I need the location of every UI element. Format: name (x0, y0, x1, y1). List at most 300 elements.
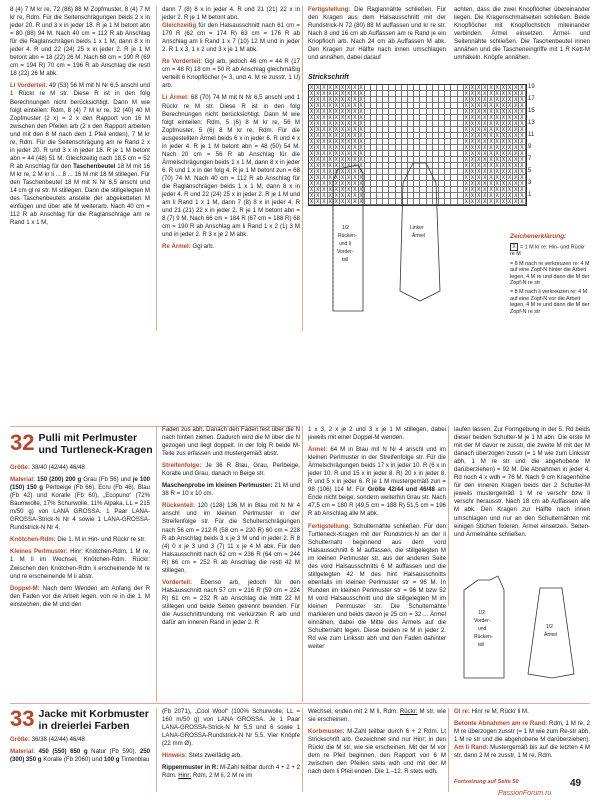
heading: Li Vorderteil: (10, 82, 48, 90)
chart-row-number: 9 (528, 144, 532, 150)
text: Nach dem Wenden am Anfang der R den Faden vor die Arbeit legen, von re in die 1. M einstechen, die M und den (10, 584, 150, 608)
chart-cell: X (483, 103, 487, 109)
chart-cell: X (489, 85, 493, 91)
chart-cell: X (495, 157, 499, 163)
chart-cell: X (316, 121, 320, 127)
chart-cell: X (483, 157, 487, 163)
chart-cell: X (507, 169, 512, 175)
chart-cell: X (476, 157, 481, 163)
paragraph (10, 748, 150, 764)
text: 18 M mit 16 M kr re, 2 M kr li ... 8 ... 16 M mit 18 M stillegen. Für den Taschenbeutel 18 M mit N Nr 6,5 anschl und 14 cm gl re str. M stillegen. Dann die stillgelegten M des Taschenbeutels anstelle der abgeketteten M einfügen und über alle M weiterarb. Nach 40 cm = 112 R ab Anschlag für die Raglanschräge am re Rand 1 x 1 M, (10, 162, 151, 227)
chart-cell: X (470, 157, 475, 163)
chart-cell: X (514, 85, 518, 91)
text-bold: 250 (300) 350 g (10, 748, 150, 764)
page-number: 49 (570, 778, 582, 789)
chart-cell: X (476, 193, 481, 199)
chart-cell: X (353, 97, 357, 103)
chart-cell: X (495, 187, 499, 193)
chart-cell: X (322, 85, 326, 91)
chart-cell: X (353, 109, 357, 115)
chart-cell: X (359, 181, 363, 187)
text: am Ende nicht beige, sondern weiterhin Grau str. Nach 47,5 cm = 180 R (49,5 cm = 188 R) 51,5 cm = 196 R ab Anschlag alle M abk. (308, 486, 446, 518)
chart-cell: X (359, 127, 363, 133)
chart-cell: X (501, 139, 506, 145)
chart-cell: X (476, 151, 481, 157)
chart-cell: X (489, 121, 493, 127)
chart-cell: X (514, 199, 518, 205)
label: und li (339, 241, 351, 247)
chart-cell: X (470, 151, 475, 157)
paragraph (162, 94, 300, 239)
chart-cell: X (501, 97, 506, 103)
chart-cell: X (322, 151, 326, 157)
heading: Re Vorderteil: (162, 58, 203, 66)
chart-cell: X (483, 91, 487, 97)
chart-cell: X (359, 115, 363, 121)
chart-cell: X (359, 85, 363, 91)
chart-cell: X (507, 91, 512, 97)
chart-cell: X (353, 121, 357, 127)
chart-cell: X (464, 103, 468, 109)
heading: Am li Rand: (454, 744, 489, 752)
label: Rücken- (474, 634, 493, 640)
chart-cell: X (495, 169, 499, 175)
chart-cell: X (495, 97, 499, 103)
chart-cell: X (464, 139, 468, 145)
paragraph: dann 7 (8) 8 x in jeder 4. R und 21 (21) 22 x in jeder 2. R je 1 M betont abn. (162, 6, 300, 22)
chart-cell: X (501, 145, 506, 151)
chart-cell: X (514, 91, 518, 97)
chart-cell: X (507, 139, 512, 145)
chart-cell: X (334, 169, 339, 175)
chart-cell: X (489, 169, 493, 175)
chart-cell: X (322, 109, 326, 115)
chart-cell: X (483, 199, 487, 205)
section-33-title (10, 708, 149, 732)
text-bold: 150 (200) 200 g (35, 476, 82, 484)
text: 49 (53) 56 M mit N Nr 6,5 anschl und 1 Rückr re M str. Diese R ist in den folg Berechnungen nicht berücksichtigt. Dann M wie folgt einteilen: Rdm, 8 (4) 7 M kr re, 32 (40) 40 M Zopfmuster (2 x) = 2 x den Rapport von 16 M zwischen den Pfeilen arb (2 x den Rapport arbeiten und mit den 8 M nach dem 1 Pfeil enden), 7 M kr re, Rdm. Für die Seitenschrägung am re Rand 2 x in jeder 20. R und 3 x in jeder 18. R je 1 M betont abn = 44 (48) 51 M. Gleichzeitig nach 18,5 cm = 52 R ab Anschlag für den (10, 82, 150, 170)
chart-cell: X (483, 181, 487, 187)
chart-cell: X (347, 199, 351, 205)
chart-cell: X (507, 103, 512, 109)
paragraph (10, 585, 150, 609)
chart-cell: X (328, 97, 332, 103)
chart-cell: X (347, 157, 351, 163)
section-32-title (10, 432, 153, 456)
chart-cell: X (476, 175, 481, 181)
heading: Re Ärmel: (162, 243, 191, 251)
chart-cell: X (309, 139, 314, 145)
chart-cell: X (476, 91, 481, 97)
chart-cell: X (309, 145, 314, 151)
chart-cell: X (340, 187, 345, 193)
chart-cell: X (334, 199, 339, 205)
chart-cell: X (520, 187, 524, 193)
chart-cell: X (507, 181, 512, 187)
chart-row-number: 3 (528, 180, 532, 186)
label: Vorder- (474, 618, 491, 624)
text-bold: 450 (550) 650 g (35, 748, 88, 756)
label: teil (478, 642, 485, 648)
chart-cell: X (309, 133, 314, 139)
symbol: X (510, 243, 518, 251)
chart-cell: X (520, 163, 524, 169)
chart-cell: X (347, 103, 351, 109)
chart-cell: X (322, 199, 326, 205)
col4-top (454, 6, 590, 62)
chart-cell: X (353, 133, 357, 139)
chart-cell: X (316, 127, 320, 133)
heading: Fertigstellung: (308, 6, 351, 13)
chart-cell: X (501, 115, 506, 121)
label: teil (342, 257, 349, 263)
heading: Material: (10, 476, 36, 484)
page (10, 6, 591, 797)
chart-cell: X (489, 187, 493, 193)
chart-cell: X (347, 109, 351, 115)
chart-cell: X (470, 91, 475, 97)
chart-cell: X (520, 151, 524, 157)
chart-cell: X (316, 169, 320, 175)
col3-mid (308, 426, 446, 651)
chart-cell: X (464, 145, 468, 151)
chart-cell: X (495, 163, 499, 169)
chart-cell: X (483, 187, 487, 193)
section-title-line: Pulli mit Perlmuster (38, 432, 138, 444)
text: M-Zahl teilbar durch 4 + 2 + 2 Rdm. (162, 764, 300, 780)
chart-cell: X (359, 199, 363, 205)
heading: Korbmuster: (308, 728, 345, 736)
chart-cell: X (464, 193, 468, 199)
chart-cell: X (347, 169, 351, 175)
chart-cell: X (501, 199, 506, 205)
chart-cell: X (316, 133, 320, 139)
chart-cell: X (328, 139, 332, 145)
chart-cell: X (507, 121, 512, 127)
chart-cell: X (514, 127, 518, 133)
chart-cell: X (340, 133, 345, 139)
text: Die 1. M in Hin- und Rückr re str. (55, 536, 146, 544)
chart-cell: X (495, 193, 499, 199)
chart-cell: X (340, 199, 345, 205)
chart-cell: X (520, 199, 524, 205)
chart-cell: X (507, 175, 512, 181)
chart-cell: X (353, 187, 357, 193)
chart-cell: X (495, 199, 499, 205)
chart-cell: X (514, 97, 518, 103)
chart-cell: X (309, 169, 314, 175)
col2-top (162, 6, 300, 251)
chart-cell: X (340, 181, 345, 187)
chart-cell: X (470, 163, 475, 169)
text: 68 (70) 74 M mit N Nr 6,5 anschl und 1 Rückr re M str. Diese R ist in den folg Berechnungen nicht berücksichtigt. Dann M wie folgt einteilen: Rdm, 5 (6) 8 M kr re, 56 M Zopfmuster, 5 (6) 8 M kr re, Rdm. Für die ausgestellten Ärmel beids 6 x in jeder 6. R und 4 x in jeder 4. R je 1 M betont abn = 48 (50) 54 M. Nach 20 cm = 56 R ab Anschlag für die Ärmelschrägungen beids 1 x 1 M, dann 8 x in jeder 6. R und 1 x in der folg 4. R je 1 M betont zun = 68 (70) 74 M. Nach 40 cm = 112 R ab Anschlag für die Raglanschrägen beids 1 x 1 M, dann 8 x in jeder 4. R und 22 (24) 25 x in jeder 2. R je 1 M und am li Rand 1 x 1 M, dann 7 (8) 8 x in jeder 4. R und 21 (21) 22 x in jeder 2. R je 1 M betont abn = 8 (7) 9 M. Nach 66 cm = 184 R (67 cm = 188 R) 68 cm = 190 R ab Anschlag am li Rand 1 x 2 (1) 3 M und in jeder 2. R 3 x je 2 M abk. (162, 94, 300, 239)
paragraph (10, 548, 150, 580)
paragraph (10, 82, 150, 227)
chart-cell: X (334, 187, 339, 193)
subheading: Maschenprobe im kleinen Perlmuster: (162, 482, 273, 490)
chart-cell: X (328, 103, 332, 109)
chart-cell: X (322, 175, 326, 181)
chart-cell: X (495, 121, 499, 127)
chart-cell: X (322, 127, 326, 133)
chart-cell: X (309, 157, 314, 163)
chart-cell: X (464, 169, 468, 175)
chart-row-number: 5 (528, 168, 532, 174)
chart-cell: X (347, 181, 351, 187)
chart-cell: X (495, 127, 499, 133)
chart-cell: X (353, 139, 357, 145)
chart-cell: X (483, 175, 487, 181)
chart-cell: X (495, 109, 499, 115)
chart-cell: X (334, 109, 339, 115)
chart-cell: X (328, 187, 332, 193)
chart-cell: X (359, 157, 363, 163)
chart-cell: X (347, 139, 351, 145)
text-bold: je 100 (150) 150 g (10, 476, 150, 492)
col3-bot (308, 708, 446, 776)
chart-cell: X (340, 121, 345, 127)
text: Tintenblau (119, 756, 150, 764)
chart-row-number: 1 (528, 192, 532, 198)
chart-cell: X (334, 157, 339, 163)
chart-cell: X (340, 85, 345, 91)
chart-cell: X (514, 133, 518, 139)
chart-cell: X (340, 127, 345, 133)
chart-cell: X (334, 175, 339, 181)
text: 38/40 (42/44) 46/48 (29, 464, 85, 471)
paragraph (162, 58, 300, 90)
chart-cell: X (483, 139, 487, 145)
chart-cell: X (328, 109, 332, 115)
chart-cell: X (359, 175, 363, 181)
legend-text: = 8 M nach li verkreuzen re: 4 M auf eine Zopf-N vor die Arbeit legen, 4 M re und dann die M der Zopf-N re str (510, 289, 590, 315)
chart-cell: X (334, 139, 339, 145)
chart-cell: X (470, 103, 475, 109)
chart-cell: X (501, 121, 506, 127)
chart-cell: X (520, 169, 524, 175)
chart-cell: X (340, 175, 345, 181)
label: Ärmel (544, 632, 558, 638)
chart-cell: X (501, 175, 506, 181)
chart-cell: X (514, 115, 518, 121)
paragraph: laufen lassen. Zur Formgebung in der 5. Rd beids dieser beiden Schulter-M je 1 M abn: Die erste M mit der M davor re zusstr, die zweite M mit der M danach überzogen zusstr (= 1 M wie zum Linksstr abh, 1 M re str und die abgehobene M darüberziehen) = 92 M. Die Abnahmen in jeder 4. Rd noch 4 x wdh = 76 M. Nach 9 cm Kragenhöhe für den inneren Kragen beids der 2 Schulter-M jeweils mustergemäß 1 M re verschr bzw li verschr herausstr. Nach 18 cm ab Auffassen alle M abk. Den Kragen zur Hälfte nach innen umschlagen und nur an den Schulternähten mit einigen Stichen fixieren. Ärmel einsetzen. Seiten- und Ärmelnähte schließen. (454, 426, 590, 538)
chart-cell: X (309, 193, 314, 199)
section-title-line: Jacke mit Korbmuster (38, 708, 149, 720)
chart-cell: X (316, 97, 320, 103)
chart-cell: X (322, 181, 326, 187)
chart-cell: X (495, 175, 499, 181)
chart-cell: X (483, 121, 487, 127)
chart-cell: X (514, 103, 518, 109)
text: für den Halsausschnitt nach 61 cm = 170 R (62 cm = 174 R) 63 cm = 176 R ab Anschlag am li Rand 1 x 7 (10) 12 M und in jeder 2. R 1 x 3, 1 x 2 und 3 x je 1 M abk. (162, 22, 300, 54)
col2-mid (162, 426, 300, 627)
chart-cell: X (495, 115, 499, 121)
paragraph (10, 536, 150, 544)
chart-cell: X (316, 115, 320, 121)
chart-cell: X (495, 103, 499, 109)
heading: Gl re: (454, 708, 470, 715)
continuation-note: Fortsetzung auf Seite 50 (454, 779, 519, 785)
chart-cell: X (501, 169, 506, 175)
chart-cell: X (359, 163, 363, 169)
chart-cell: X (309, 121, 314, 127)
text-underline: Rückr: (399, 708, 418, 715)
chart-cell: X (501, 193, 506, 199)
chart-cell: X (470, 115, 475, 121)
text: Je 36 R Blau, Grau, Perlbeige, Koralle und Grau, danach in Beige str. (162, 462, 300, 478)
chart-cell: X (316, 181, 320, 187)
chart-cell: X (328, 181, 332, 187)
heading: Vorderteil: (162, 578, 193, 586)
chart-cell: X (464, 127, 468, 133)
chart-cell: X (476, 145, 481, 151)
heading: Fertigstellung: (308, 522, 351, 530)
chart-cell: X (347, 115, 351, 121)
chart-cell: X (359, 151, 363, 157)
chart-cell: X (514, 169, 518, 175)
chart-cell: X (495, 145, 499, 151)
label: 1/2 (478, 610, 485, 616)
col1-mid (10, 464, 150, 609)
chart-cell: X (347, 127, 351, 133)
text: Rdm, 2 M li, 2 M re im (191, 772, 253, 780)
heading: Li Ärmel: (162, 94, 189, 102)
chart-cell: X (514, 145, 518, 151)
paragraph: Faden zus abh. Danach den Faden fest über die N nach hinten ziehen. Dadurch wird die M über die N gezogen und liegt doppelt. In der folg R beide M-Teile zus erfassen und mustergemäß abstr. (162, 426, 300, 458)
chart-cell: X (483, 163, 487, 169)
text: Ggl arb, jedoch 46 cm = 44 R (17 cm = 48 R) 18 cm = 50 R ab Anschlag gleichmäßig verteilt 6 Knopflöcher (= 3, und 4. M re zusstr, 1 U) arb. (162, 58, 301, 90)
chart-cell: X (507, 199, 512, 205)
chart-cell: X (520, 133, 524, 139)
heading: Doppel-M: (10, 584, 40, 592)
chart-cell: X (489, 91, 493, 97)
paragraph (308, 523, 446, 652)
chart-cell: X (464, 109, 468, 115)
text: 36/38 (42/44) 46/48 (29, 736, 85, 743)
chart-cell: X (340, 193, 345, 199)
chart-cell: X (483, 115, 487, 121)
text: 21 M und 38 R = 10 x 10 cm. (162, 482, 300, 498)
chart-cell: X (464, 133, 468, 139)
chart-cell: X (353, 85, 357, 91)
chart-cell: X (520, 91, 524, 97)
chart-row-number: 19 (528, 84, 535, 90)
chart-cell: X (514, 139, 518, 145)
chart-cell: X (476, 127, 481, 133)
chart-cell: X (353, 193, 357, 199)
chart-cell: X (514, 181, 518, 187)
chart-cell: X (334, 193, 339, 199)
text: Hinr: Knötchen-Rdm, 1 M re, 1 M li im Wechsel, Knötchen-Rdm. Rückr: Zwischen den Knötchen-Rdm li erscheinende M re und re erscheinende M li abstr. (10, 548, 150, 580)
text: Natur (Fb 590), (87, 748, 140, 756)
chart-cell: X (501, 127, 506, 133)
chart-cell: X (483, 109, 487, 115)
legend-text: = 1 M kr re: Hin- und Rückr re M (510, 244, 585, 258)
chart-cell: X (328, 175, 332, 181)
chart-cell: X (353, 115, 357, 121)
col3-top (308, 6, 446, 62)
chart-cell: X (359, 187, 363, 193)
chart-cell: X (464, 121, 468, 127)
chart-cell: X (353, 127, 357, 133)
chart-cell: X (309, 187, 314, 193)
chart-cell: X (347, 91, 351, 97)
text-bold: 100 g (103, 756, 120, 764)
chart-cell: X (514, 187, 518, 193)
chart-cell: X (464, 91, 468, 97)
section-number: 32 (10, 430, 35, 455)
chart-cell: X (501, 163, 506, 169)
chart-cell: X (501, 151, 506, 157)
chart-cell: X (470, 139, 475, 145)
chart-cell: X (328, 115, 332, 121)
chart-cell: X (347, 151, 351, 157)
paragraph: 1 x 3, 2 x je 2 und 3 x je 1 M stillegen, dabei jeweils mit einer Doppel-M wenden. (308, 426, 446, 442)
heading: Ärmel: (308, 446, 328, 454)
chart-cell: X (489, 145, 493, 151)
heading: Material: (10, 748, 36, 756)
chart-cell: X (322, 145, 326, 151)
chart-cell: X (489, 199, 493, 205)
paragraph: (Fb 2071), „Cool Wool“ (100% Schurwolle, LL = 160 m/50 g) von LANA GROSSA. Je 1 Paar LANA-GROSSA-Strick-N Nr 5,5 und 6 sowie 1 LANA-GROSSA-Rundstrick-N Nr 5,5. Vier Knöpfe (22 mm Ø). (162, 708, 300, 748)
chart-cell: X (489, 109, 493, 115)
chart-cell: X (359, 103, 363, 109)
chart-cell: X (495, 151, 499, 157)
label: 1/2 (342, 225, 349, 231)
chart-cell: X (334, 145, 339, 151)
chart-cell: X (483, 169, 487, 175)
paragraph (162, 482, 300, 498)
paragraph (10, 464, 150, 472)
chart-cell: X (353, 103, 357, 109)
chart-cell: X (334, 121, 339, 127)
chart-cell: X (476, 103, 481, 109)
chart-cell: X (470, 169, 475, 175)
chart-cell: X (464, 97, 468, 103)
chart-cell: X (464, 163, 468, 169)
section-title-line: und Turtleneck-Kragen (38, 444, 153, 456)
chart-cell: X (316, 163, 320, 169)
chart-cell: X (464, 175, 468, 181)
heading: Größe: (10, 464, 30, 471)
col4-mid (454, 426, 590, 539)
paragraph (10, 736, 150, 744)
chart-cell: X (316, 103, 320, 109)
paragraph: 8 (4) 7 M kr re, 72 (88) 88 M Zopfmuster, 8 (4) 7 M kr re, Rdm. Für die Seitenschrägungen beids 2 x in jeder 20. R und 3 x in jeder 18. R je 1 M betont abn = 80 (88) 94 M. Nach 40 cm = 112 R ab Anschlag für die Raglanschrägen beids 1 x 1 M, dann 8 x in jeder 4. R und 22 (24) 25 x in jeder 2. R je 1 M betont abn = 18 (22) 26 M. Nach 68 cm = 190 R (69 cm = 194 R) 70 cm = 196 R ab Anschlag die restl 18 (22) 26 M abk. (10, 6, 150, 78)
legend-item (510, 243, 590, 257)
chart-cell: X (322, 115, 326, 121)
chart-cell: X (489, 157, 493, 163)
chart-cell: X (334, 103, 339, 109)
chart-cell: X (347, 121, 351, 127)
chart-cell: X (316, 157, 320, 163)
chart-cell: X (359, 121, 363, 127)
chart-title: Strickschrift (308, 74, 349, 81)
chart-cell: X (501, 91, 506, 97)
chart-cell: X (507, 127, 512, 133)
chart-cell: X (464, 151, 468, 157)
chart-cell: X (328, 193, 332, 199)
chart-cell: X (470, 97, 475, 103)
chart-cell: X (322, 97, 326, 103)
chart-cell: X (489, 115, 493, 121)
chart-cell: X (328, 121, 332, 127)
chart-row-number: 13 (528, 120, 535, 126)
chart-cell: X (520, 121, 524, 127)
chart-cell: X (507, 157, 512, 163)
chart-cell: X (359, 193, 363, 199)
chart-cell: X (322, 187, 326, 193)
